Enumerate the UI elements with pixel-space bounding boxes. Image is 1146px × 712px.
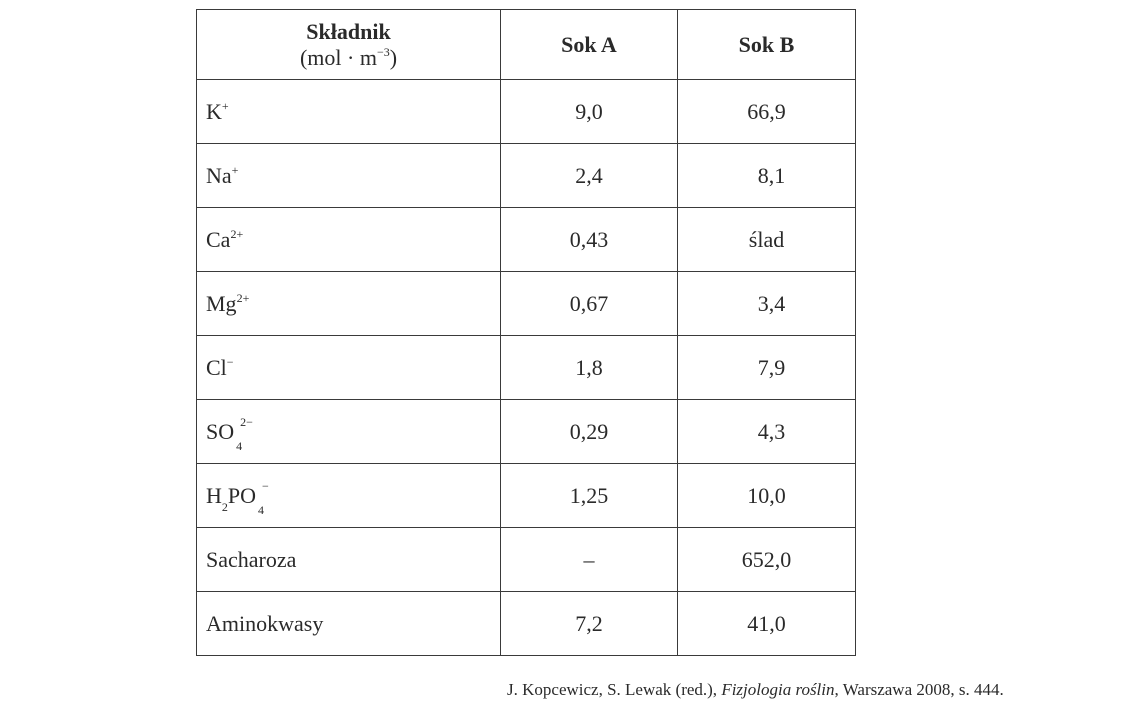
header-unit [197, 45, 500, 70]
ion-charge: 2− [240, 414, 253, 429]
caption-authors: J. Kopcewicz, S. Lewak (red.), [507, 680, 722, 699]
component-cell: Sacharoza [197, 528, 501, 592]
ion-charge: − [262, 478, 269, 493]
component-cell: Aminokwasy [197, 592, 501, 656]
sok-a-value: 9,0 [501, 80, 678, 144]
table-row [197, 272, 856, 336]
ion-base: H [206, 482, 222, 508]
component-cell [197, 272, 501, 336]
sok-a-value: 0,67 [501, 272, 678, 336]
ion-index-group [234, 414, 253, 453]
table-row [197, 336, 856, 400]
component-cell [197, 80, 501, 144]
sok-a-value: 0,43 [501, 208, 678, 272]
table-row [197, 464, 856, 528]
component-cell [197, 208, 501, 272]
header-component-label: Składnik [306, 18, 391, 44]
caption-rest: , Warszawa 2008, s. 444. [834, 680, 1004, 699]
table-row [197, 208, 856, 272]
sok-a-value: 1,8 [501, 336, 678, 400]
component-cell [197, 336, 501, 400]
sok-b-value: 652,0 [678, 528, 856, 592]
sok-b-text: 4,3 [757, 418, 786, 444]
sok-a-value: 1,25 [501, 464, 678, 528]
ion-base: Cl [206, 354, 227, 380]
sok-b-value [678, 400, 856, 464]
table-row [197, 528, 856, 592]
sok-b-text: 8,1 [757, 162, 786, 188]
source-caption [507, 680, 1004, 700]
header-sok-a: Sok A [501, 10, 678, 80]
sok-a-value: 7,2 [501, 592, 678, 656]
header-sok-b: Sok B [678, 10, 856, 80]
sok-b-value: 10,0 [678, 464, 856, 528]
component-cell [197, 144, 501, 208]
ion-base: Mg [206, 290, 237, 316]
table-row [197, 400, 856, 464]
sok-b-text: 7,9 [757, 354, 786, 380]
ion-base: SO [206, 418, 235, 444]
sok-a-value: – [501, 528, 678, 592]
table-row [197, 592, 856, 656]
header-unit-close: ) [389, 45, 398, 70]
component-cell [197, 464, 501, 528]
sok-b-text: 3,4 [757, 290, 786, 316]
ion-charge: + [221, 98, 229, 113]
table-row [197, 144, 856, 208]
header-unit-open: (mol · m [299, 45, 377, 70]
ion-base: K [206, 98, 222, 124]
ion-base: Na [206, 162, 232, 188]
sok-b-value [678, 144, 856, 208]
table-row [197, 80, 856, 144]
ion-charge: 2+ [236, 290, 250, 305]
header-unit-exp: −3 [376, 45, 390, 59]
table-header-row [197, 10, 856, 80]
sok-a-value: 2,4 [501, 144, 678, 208]
ion-subscript: 4 [236, 438, 243, 453]
sok-b-value [678, 272, 856, 336]
ion-subscript: 2 [221, 499, 228, 514]
ion-charge: 2+ [230, 226, 244, 241]
caption-book-title: Fizjologia roślin [721, 680, 835, 699]
ion-index-group [256, 478, 269, 517]
ion-base-2: PO [227, 482, 257, 508]
ion-charge: − [226, 354, 234, 369]
component-cell [197, 400, 501, 464]
header-component [197, 10, 501, 80]
sok-b-value: 66,9 [678, 80, 856, 144]
ion-charge: + [231, 162, 239, 177]
sok-b-value: ślad [678, 208, 856, 272]
ion-base: Ca [206, 226, 231, 252]
ion-subscript-2: 4 [258, 502, 265, 517]
composition-table [196, 9, 856, 656]
sok-a-value: 0,29 [501, 400, 678, 464]
sok-b-value [678, 336, 856, 400]
sok-b-value: 41,0 [678, 592, 856, 656]
